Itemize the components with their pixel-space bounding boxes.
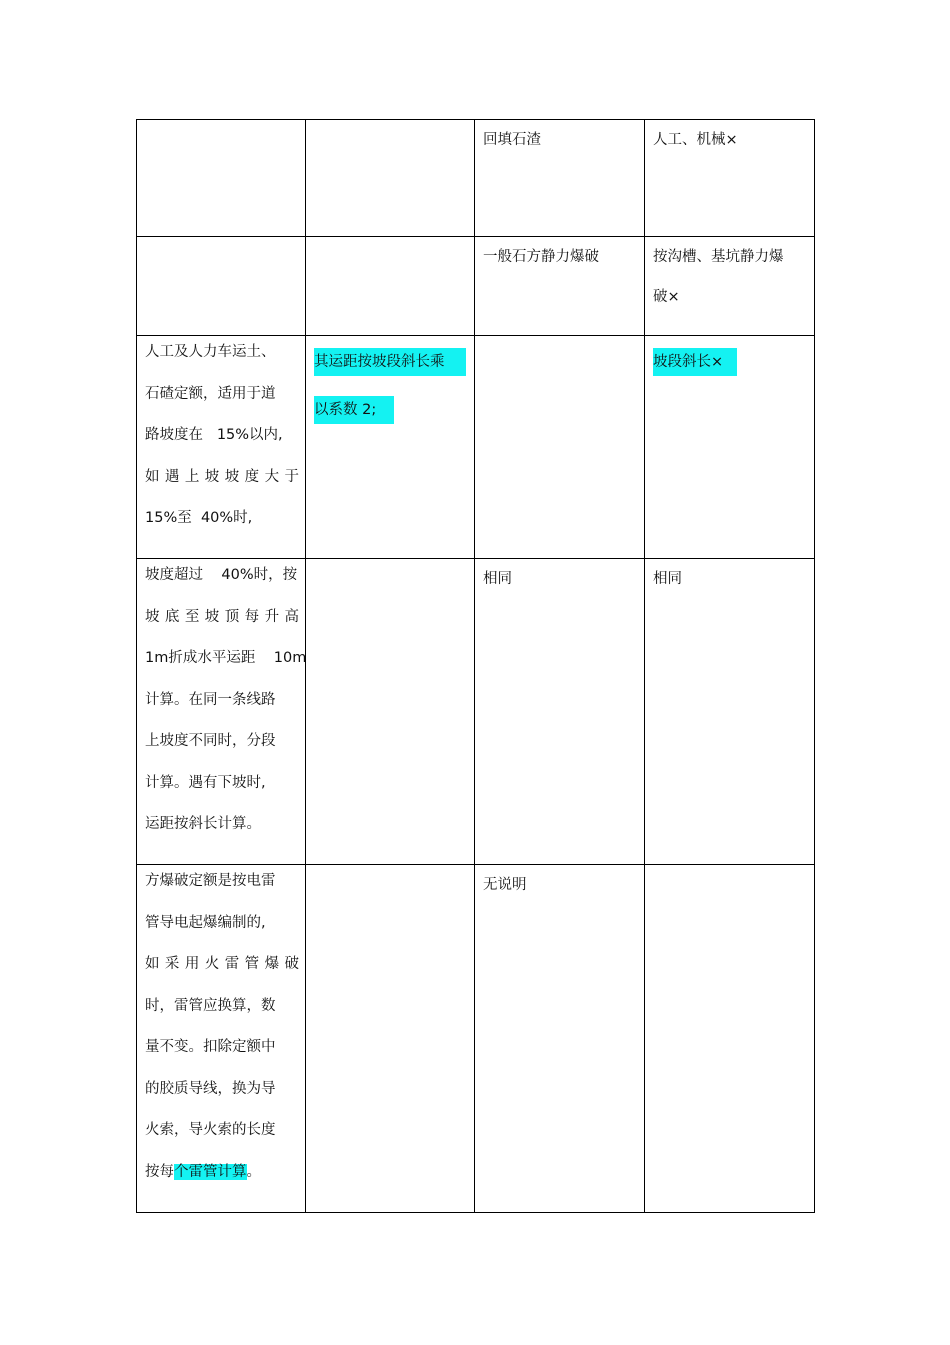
cell-text-last — [145, 1152, 299, 1194]
table-cell — [137, 237, 306, 336]
highlighted-text: 个雷管计算 — [174, 1163, 247, 1180]
table-cell — [475, 237, 645, 336]
table-cell — [137, 559, 306, 865]
table-cell — [306, 120, 475, 237]
text-fragment: 。 — [246, 1163, 261, 1180]
table-cell — [306, 559, 475, 865]
cell-text: 如 采 用 火 雷 管 爆 破 — [145, 956, 299, 972]
table-cell — [645, 120, 815, 237]
table-cell — [137, 865, 306, 1213]
cell-text: 人工及人力车运土、 — [145, 344, 276, 360]
cell-text: 无说明 — [483, 877, 527, 893]
table-row — [137, 865, 815, 1213]
cell-text: 1m折成水平运距 10m — [145, 650, 307, 666]
cell-text: 坡 底 至 坡 顶 每 升 高 — [145, 608, 299, 625]
cell-text: 时，雷管应换算，数 — [145, 997, 276, 1014]
cell-text: 如 遇 上 坡 坡 度 大 于 — [145, 468, 299, 485]
cell-text: 回填石渣 — [483, 132, 541, 148]
table-row — [137, 559, 815, 865]
highlighted-text: 其运距按坡段斜长乘 — [314, 348, 466, 376]
cell-text: 计算。遇有下坡时, — [145, 774, 266, 791]
table-row — [137, 237, 815, 336]
table-cell — [645, 336, 815, 559]
cell-text: 按沟槽、基坑静力爆 — [653, 249, 784, 265]
highlighted-text: 以系数 2; — [314, 396, 394, 424]
table-cell — [475, 865, 645, 1213]
cell-text: 上坡度不同时，分段 — [145, 733, 276, 749]
table-row — [137, 120, 815, 237]
table-cell — [475, 559, 645, 865]
cell-text: 运距按斜长计算。 — [145, 816, 261, 832]
text-fragment: 按每 — [145, 1163, 174, 1180]
cell-text: 路坡度在 15%以内, — [145, 427, 283, 443]
table-cell — [137, 336, 306, 559]
cell-text: 破× — [653, 289, 680, 305]
cell-text: 火索，导火索的长度 — [145, 1122, 276, 1138]
table-cell — [475, 120, 645, 237]
cell-text: 人工、机械× — [653, 132, 738, 148]
comparison-table — [136, 119, 815, 1213]
table-cell — [306, 865, 475, 1213]
table-cell — [645, 559, 815, 865]
cell-text: 管导电起爆编制的, — [145, 914, 266, 931]
cell-text: 方爆破定额是按电雷 — [145, 873, 276, 889]
cell-text: 相同 — [483, 571, 512, 587]
table-cell — [306, 336, 475, 559]
cell-text: 相同 — [653, 571, 682, 587]
cell-text: 15%至 40%时, — [145, 510, 253, 526]
cell-text: 的胶质导线，换为导 — [145, 1080, 276, 1097]
cell-text: 量不变。扣除定额中 — [145, 1039, 276, 1055]
cell-text: 石碴定额，适用于道 — [145, 385, 276, 402]
table-cell — [137, 120, 306, 237]
table-cell — [645, 237, 815, 336]
highlighted-text: 坡段斜长× — [653, 348, 737, 376]
cell-text: 坡度超过 40%时，按 — [145, 567, 298, 583]
cell-text: 计算。在同一条线路 — [145, 691, 276, 708]
table-cell — [645, 865, 815, 1213]
table-cell — [475, 336, 645, 559]
cell-text: 一般石方静力爆破 — [483, 249, 599, 265]
table-row — [137, 336, 815, 559]
table-cell — [306, 237, 475, 336]
